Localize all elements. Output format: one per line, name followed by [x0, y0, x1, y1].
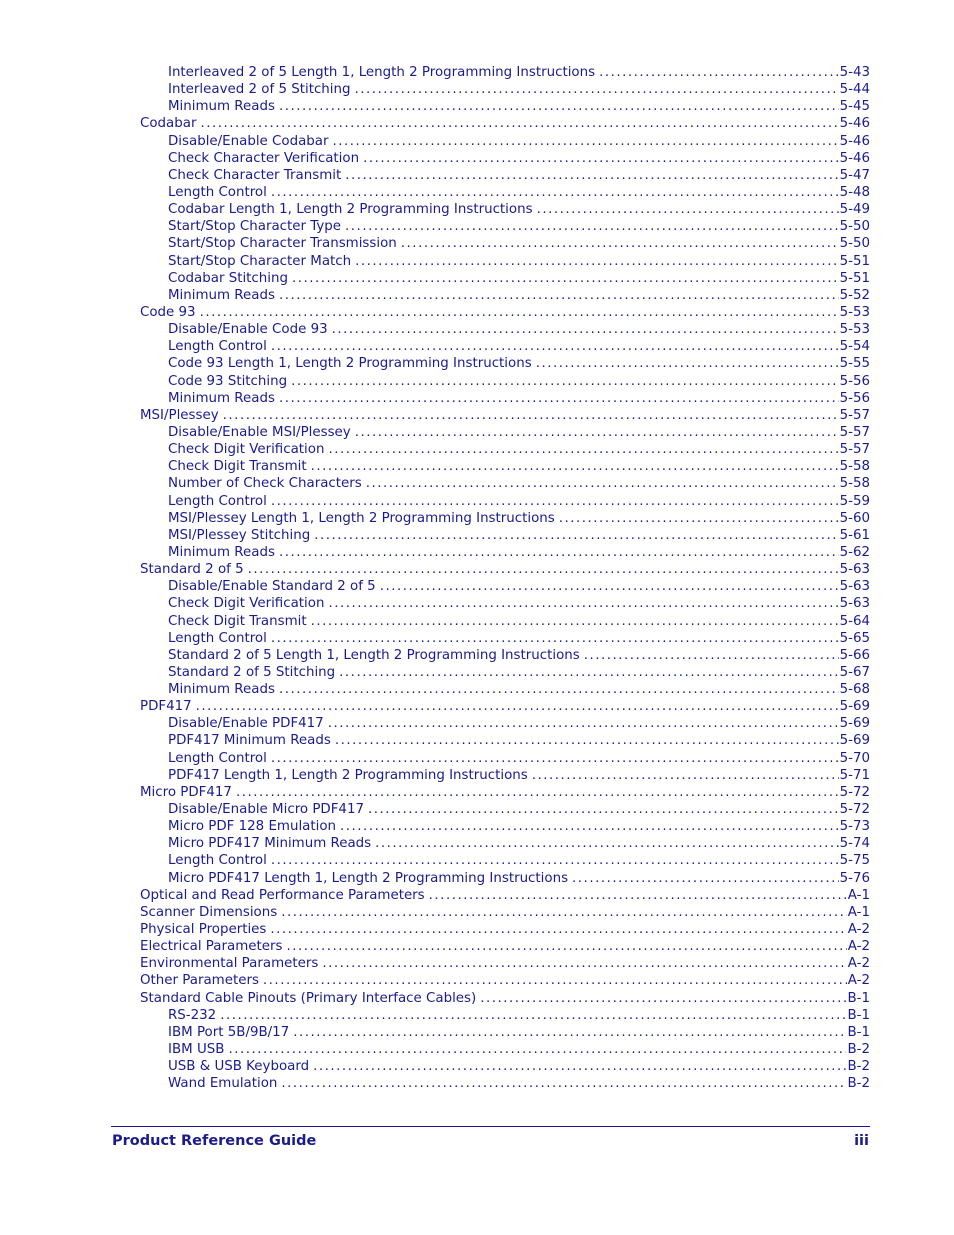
toc-entry-page: 5-57 — [839, 442, 870, 458]
toc-entry[interactable] — [140, 561, 870, 578]
toc-entry-title: Length Control — [168, 630, 267, 646]
toc-dot-leader — [271, 750, 839, 767]
toc-entry-title: Number of Check Characters — [168, 476, 362, 492]
toc-entry[interactable] — [168, 441, 870, 458]
toc-entry-title: Micro PDF 128 Emulation — [168, 819, 337, 835]
toc-dot-leader — [200, 115, 838, 132]
toc-dot-leader — [328, 441, 838, 458]
toc-dot-leader — [248, 561, 839, 578]
toc-dot-leader — [572, 870, 839, 887]
toc-dot-leader — [537, 201, 839, 218]
toc-entry[interactable] — [140, 938, 870, 955]
toc-entry-title: Disable/Enable Code 93 — [168, 322, 328, 338]
toc-entry[interactable] — [140, 990, 870, 1007]
toc-entry[interactable] — [168, 253, 870, 270]
toc-entry[interactable] — [168, 544, 870, 561]
toc-dot-leader — [291, 373, 838, 390]
toc-dot-leader — [339, 664, 838, 681]
toc-entry[interactable] — [168, 98, 870, 115]
toc-entry-title: Code 93 Stitching — [168, 373, 288, 389]
toc-entry[interactable] — [140, 972, 870, 989]
toc-entry-page: 5-56 — [839, 373, 870, 389]
toc-entry-title: Electrical Parameters — [140, 939, 283, 955]
toc-entry[interactable] — [168, 510, 870, 527]
toc-entry[interactable] — [140, 955, 870, 972]
toc-entry-title: Micro PDF417 — [140, 784, 232, 800]
toc-entry[interactable] — [140, 115, 870, 132]
toc-entry[interactable] — [168, 133, 870, 150]
toc-entry-title: Micro PDF417 Minimum Reads — [168, 836, 372, 852]
toc-dot-leader — [380, 578, 839, 595]
toc-entry-title: Check Digit Verification — [168, 442, 325, 458]
toc-entry-page: 5-70 — [839, 750, 870, 766]
toc-entry[interactable] — [168, 184, 870, 201]
toc-dot-leader — [355, 253, 838, 270]
toc-dot-leader — [322, 955, 846, 972]
toc-entry-page: 5-44 — [839, 82, 870, 98]
toc-entry[interactable] — [168, 150, 870, 167]
toc-entry[interactable] — [140, 698, 870, 715]
toc-entry-page: 5-50 — [839, 219, 870, 235]
toc-entry[interactable] — [168, 1058, 870, 1075]
toc-entry[interactable] — [168, 424, 870, 441]
toc-dot-leader — [292, 270, 839, 287]
toc-entry-page: A-2 — [847, 922, 870, 938]
table-of-contents — [0, 64, 954, 1092]
toc-entry[interactable] — [168, 664, 870, 681]
toc-entry-title: Check Digit Transmit — [168, 613, 307, 629]
toc-entry-title: Disable/Enable Micro PDF417 — [168, 802, 364, 818]
toc-entry[interactable] — [140, 887, 870, 904]
toc-entry[interactable] — [168, 647, 870, 664]
toc-entry[interactable] — [168, 81, 870, 98]
toc-entry-page: 5-51 — [839, 253, 870, 269]
toc-entry-title: Start/Stop Character Match — [168, 253, 352, 269]
toc-entry[interactable] — [168, 373, 870, 390]
toc-dot-leader — [271, 852, 839, 869]
toc-entry[interactable] — [168, 321, 870, 338]
toc-entry-title: Minimum Reads — [168, 99, 275, 115]
toc-entry-title: Check Character Verification — [168, 150, 360, 166]
toc-entry-title: Codabar Length 1, Length 2 Programming Instructions — [168, 202, 533, 218]
toc-entry-title: Minimum Reads — [168, 544, 275, 560]
toc-dot-leader — [281, 1075, 846, 1092]
toc-entry-page: A-2 — [847, 939, 870, 955]
toc-entry-title: Interleaved 2 of 5 Stitching — [168, 82, 351, 98]
toc-entry-page: 5-61 — [839, 527, 870, 543]
toc-dot-leader — [532, 767, 839, 784]
toc-entry-page: 5-59 — [839, 493, 870, 509]
toc-dot-leader — [375, 835, 838, 852]
toc-entry-title: Length Control — [168, 339, 267, 355]
toc-entry-title: Interleaved 2 of 5 Length 1, Length 2 Programming Instructions — [168, 65, 596, 80]
footer-title: Product Reference Guide — [112, 1133, 317, 1149]
toc-dot-leader — [345, 218, 839, 235]
toc-entry-title: RS-232 — [168, 1007, 217, 1023]
toc-entry-title: Length Control — [168, 184, 267, 200]
toc-entry-title: USB & USB Keyboard — [168, 1059, 310, 1075]
toc-entry[interactable] — [168, 355, 870, 372]
toc-entry-title: IBM USB — [168, 1042, 225, 1058]
toc-dot-leader — [355, 424, 839, 441]
toc-entry-page: B-2 — [847, 1076, 870, 1092]
toc-entry-page: 5-69 — [839, 716, 870, 732]
toc-entry[interactable] — [168, 750, 870, 767]
toc-dot-leader — [345, 167, 838, 184]
toc-dot-leader — [313, 1058, 846, 1075]
toc-dot-leader — [279, 98, 839, 115]
toc-dot-leader — [271, 493, 839, 510]
toc-dot-leader — [429, 887, 847, 904]
toc-entry[interactable] — [168, 201, 870, 218]
toc-entry-title: Micro PDF417 Length 1, Length 2 Programming Instructions — [168, 870, 569, 886]
toc-dot-leader — [271, 184, 839, 201]
toc-entry-page: A-2 — [847, 956, 870, 972]
toc-entry-title: Wand Emulation — [168, 1076, 278, 1092]
toc-entry-page: 5-60 — [839, 510, 870, 526]
toc-entry-page: 5-65 — [839, 630, 870, 646]
toc-entry-title: Disable/Enable PDF417 — [168, 716, 324, 732]
toc-entry[interactable] — [168, 1075, 870, 1092]
toc-entry-title: Start/Stop Character Transmission — [168, 236, 397, 252]
toc-entry[interactable] — [140, 304, 870, 321]
toc-dot-leader — [196, 698, 839, 715]
toc-dot-leader — [286, 938, 846, 955]
toc-entry-title: Length Control — [168, 750, 267, 766]
toc-entry-title: MSI/Plessey Stitching — [168, 527, 311, 543]
toc-entry-page: 5-62 — [839, 544, 870, 560]
toc-entry[interactable] — [168, 1041, 870, 1058]
toc-dot-leader — [236, 784, 839, 801]
toc-entry-title: MSI/Plessey — [140, 407, 219, 423]
toc-entry[interactable] — [168, 870, 870, 887]
toc-dot-leader — [335, 732, 839, 749]
toc-entry-page: 5-46 — [839, 116, 870, 132]
toc-entry-title: Standard 2 of 5 Length 1, Length 2 Programming Instructions — [168, 647, 580, 663]
toc-entry[interactable] — [168, 458, 870, 475]
toc-entry[interactable] — [168, 630, 870, 647]
toc-entry-title: Standard Cable Pinouts (Primary Interface Cables) — [140, 990, 477, 1006]
toc-entry-title: Check Character Transmit — [168, 167, 342, 183]
toc-entry-page: 5-68 — [839, 682, 870, 698]
toc-entry[interactable] — [168, 852, 870, 869]
toc-dot-leader — [223, 407, 839, 424]
toc-entry[interactable] — [168, 493, 870, 510]
toc-entry-title: Length Control — [168, 493, 267, 509]
toc-dot-leader — [281, 904, 847, 921]
toc-entry[interactable] — [168, 1024, 870, 1041]
toc-entry-page: 5-48 — [839, 184, 870, 200]
toc-dot-leader — [332, 321, 839, 338]
toc-entry[interactable] — [168, 818, 870, 835]
toc-dot-leader — [279, 390, 839, 407]
toc-entry[interactable] — [168, 1007, 870, 1024]
toc-entry-page: 5-72 — [839, 784, 870, 800]
toc-entry-page: 5-76 — [839, 870, 870, 886]
toc-entry-title: Standard 2 of 5 Stitching — [168, 664, 336, 680]
toc-entry-title: Check Digit Verification — [168, 596, 325, 612]
toc-entry-page: 5-53 — [839, 304, 870, 320]
toc-entry-page: 5-55 — [839, 356, 870, 372]
toc-entry-page: 5-58 — [839, 459, 870, 475]
toc-dot-leader — [279, 287, 839, 304]
toc-entry[interactable] — [168, 681, 870, 698]
toc-dot-leader — [279, 681, 839, 698]
toc-entry-title: Disable/Enable Standard 2 of 5 — [168, 579, 376, 595]
toc-dot-leader — [220, 1007, 846, 1024]
toc-entry-page: 5-73 — [839, 819, 870, 835]
toc-dot-leader — [200, 304, 839, 321]
toc-entry-title: Codabar Stitching — [168, 270, 288, 286]
toc-dot-leader — [271, 630, 839, 647]
toc-entry-page: 5-50 — [839, 236, 870, 252]
toc-entry-title: Minimum Reads — [168, 682, 275, 698]
toc-entry[interactable] — [168, 801, 870, 818]
toc-entry-title: IBM Port 5B/9B/17 — [168, 1024, 290, 1040]
toc-entry-page: 5-54 — [839, 339, 870, 355]
toc-entry-page: 5-63 — [839, 562, 870, 578]
toc-dot-leader — [314, 527, 838, 544]
toc-entry-page: B-1 — [847, 1024, 870, 1040]
toc-entry[interactable] — [168, 475, 870, 492]
toc-entry-page: B-2 — [847, 1042, 870, 1058]
toc-entry-title: PDF417 — [140, 699, 192, 715]
toc-entry-title: Code 93 Length 1, Length 2 Programming Instructions — [168, 356, 532, 372]
toc-entry-title: Environmental Parameters — [140, 956, 319, 972]
toc-entry-page: 5-67 — [839, 664, 870, 680]
toc-entry[interactable] — [140, 407, 870, 424]
toc-entry-page: 5-66 — [839, 647, 870, 663]
toc-entry-title: PDF417 Length 1, Length 2 Programming Instructions — [168, 767, 528, 783]
toc-dot-leader — [311, 458, 839, 475]
toc-dot-leader — [536, 355, 839, 372]
toc-dot-leader — [559, 510, 839, 527]
toc-entry-title: Standard 2 of 5 — [140, 562, 244, 578]
toc-entry-title: Check Digit Transmit — [168, 459, 307, 475]
toc-entry-page: 5-43 — [839, 65, 870, 80]
toc-entry-page: 5-64 — [839, 613, 870, 629]
toc-entry[interactable] — [168, 835, 870, 852]
toc-entry-title: Disable/Enable Codabar — [168, 133, 329, 149]
toc-dot-leader — [366, 475, 839, 492]
toc-dot-leader — [311, 613, 839, 630]
toc-entry-title: Start/Stop Character Type — [168, 219, 342, 235]
toc-entry-title: MSI/Plessey Length 1, Length 2 Programming Instructions — [168, 510, 555, 526]
toc-entry-title: Physical Properties — [140, 922, 267, 938]
toc-dot-leader — [293, 1024, 846, 1041]
toc-entry-page: 5-47 — [839, 167, 870, 183]
footer-page-number: iii — [854, 1133, 869, 1149]
toc-dot-leader — [270, 921, 846, 938]
toc-entry[interactable] — [168, 338, 870, 355]
toc-entry-title: Minimum Reads — [168, 287, 275, 303]
toc-dot-leader — [368, 801, 839, 818]
toc-entry[interactable] — [168, 167, 870, 184]
toc-entry-page: 5-46 — [839, 150, 870, 166]
toc-entry[interactable] — [168, 64, 870, 81]
toc-entry[interactable] — [168, 613, 870, 630]
toc-entry-title: Minimum Reads — [168, 390, 275, 406]
toc-entry-page: B-1 — [847, 1007, 870, 1023]
toc-entry-page: 5-53 — [839, 322, 870, 338]
toc-entry-page: B-2 — [847, 1059, 870, 1075]
toc-entry-page: A-1 — [847, 887, 870, 903]
toc-entry[interactable] — [168, 595, 870, 612]
toc-entry[interactable] — [140, 921, 870, 938]
toc-entry-page: 5-51 — [839, 270, 870, 286]
toc-dot-leader — [363, 150, 839, 167]
toc-entry[interactable] — [168, 767, 870, 784]
toc-entry-page: 5-71 — [839, 767, 870, 783]
toc-entry-page: 5-46 — [839, 133, 870, 149]
toc-entry-page: 5-63 — [839, 596, 870, 612]
toc-entry-title: Scanner Dimensions — [140, 904, 278, 920]
toc-entry-title: Codabar — [140, 116, 197, 132]
toc-entry-title: Disable/Enable MSI/Plessey — [168, 424, 351, 440]
toc-entry-page: 5-58 — [839, 476, 870, 492]
toc-entry-page: B-1 — [847, 990, 870, 1006]
toc-entry-title: Other Parameters — [140, 973, 259, 989]
toc-entry-page: 5-57 — [839, 407, 870, 423]
toc-dot-leader — [401, 235, 839, 252]
toc-entry-title: PDF417 Minimum Reads — [168, 733, 331, 749]
toc-dot-leader — [328, 715, 839, 732]
toc-entry[interactable] — [168, 732, 870, 749]
toc-entry[interactable] — [168, 578, 870, 595]
toc-entry-page: 5-72 — [839, 802, 870, 818]
toc-entry-title: Optical and Read Performance Parameters — [140, 887, 425, 903]
toc-entry-page: 5-56 — [839, 390, 870, 406]
toc-entry-page: 5-52 — [839, 287, 870, 303]
toc-dot-leader — [271, 338, 839, 355]
toc-entry[interactable] — [140, 784, 870, 801]
toc-entry[interactable] — [168, 218, 870, 235]
toc-entry[interactable] — [168, 287, 870, 304]
toc-entry-page: 5-75 — [839, 853, 870, 869]
toc-entry-title: Code 93 — [140, 304, 196, 320]
toc-entry-page: 5-69 — [839, 733, 870, 749]
toc-dot-leader — [340, 818, 839, 835]
toc-dot-leader — [584, 647, 839, 664]
footer-divider — [111, 1126, 870, 1127]
toc-dot-leader — [279, 544, 839, 561]
toc-entry[interactable] — [168, 527, 870, 544]
toc-entry-page: A-2 — [847, 973, 870, 989]
toc-entry-title: Length Control — [168, 853, 267, 869]
toc-entry[interactable] — [168, 715, 870, 732]
toc-entry[interactable] — [168, 390, 870, 407]
toc-dot-leader — [228, 1041, 846, 1058]
toc-entry[interactable] — [168, 270, 870, 287]
toc-entry-page: 5-45 — [839, 99, 870, 115]
toc-entry-page: A-1 — [847, 904, 870, 920]
toc-entry[interactable] — [140, 904, 870, 921]
toc-entry-page: 5-49 — [839, 202, 870, 218]
toc-dot-leader — [328, 595, 838, 612]
toc-dot-leader — [333, 133, 839, 150]
toc-entry-page: 5-74 — [839, 836, 870, 852]
toc-dot-leader — [355, 81, 839, 98]
toc-entry-page: 5-57 — [839, 424, 870, 440]
toc-dot-leader — [480, 990, 846, 1007]
toc-entry-page: 5-63 — [839, 579, 870, 595]
toc-dot-leader — [263, 972, 847, 989]
toc-entry[interactable] — [168, 235, 870, 252]
toc-dot-leader — [599, 64, 839, 81]
toc-entry-page: 5-69 — [839, 699, 870, 715]
